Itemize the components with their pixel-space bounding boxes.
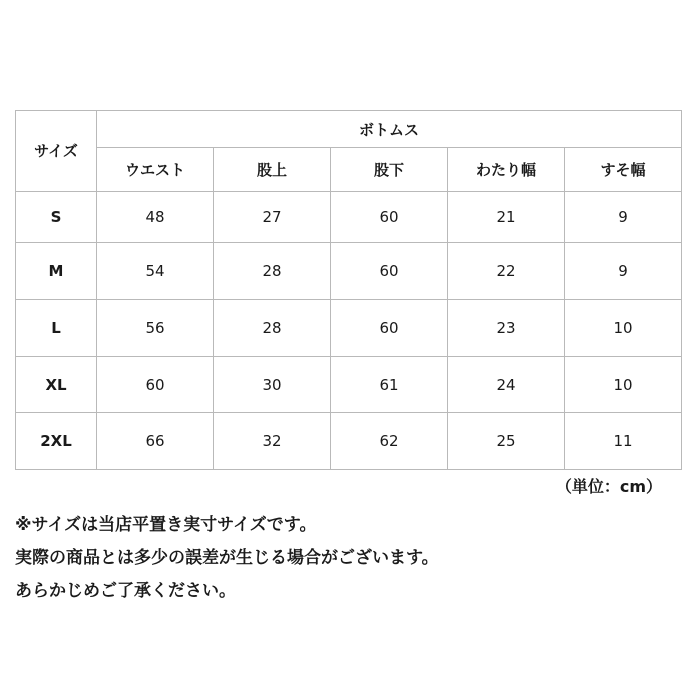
size-label-cell: L [16,300,97,357]
table-cell: 11 [565,413,682,470]
note-line: 実際の商品とは多少の誤差が生じる場合がございます。 [15,548,439,568]
note-line: あらかじめご了承ください。 [15,581,236,601]
disclaimer-notes [15,509,439,608]
table-cell: 56 [97,300,214,357]
table-cell: 28 [214,243,331,300]
table-cell: 48 [97,191,214,243]
table-header-row-columns [16,148,682,191]
table-row [16,243,682,300]
table-cell: 30 [214,356,331,413]
table-cell: 10 [565,356,682,413]
table-cell: 62 [331,413,448,470]
table-cell: 9 [565,191,682,243]
table-cell: 54 [97,243,214,300]
size-chart-table [15,110,682,470]
table-cell: 9 [565,243,682,300]
table-cell: 27 [214,191,331,243]
table-cell: 61 [331,356,448,413]
size-label-cell: M [16,243,97,300]
unit-note: （単位：cm） [555,477,662,496]
size-label-cell: S [16,191,97,243]
table-cell: 25 [448,413,565,470]
table-cell: 66 [97,413,214,470]
table-cell: 60 [97,356,214,413]
table-cell: 32 [214,413,331,470]
table-cell: 23 [448,300,565,357]
column-header-waist: ウエスト [97,148,214,191]
size-label-cell: 2XL [16,413,97,470]
table-cell: 22 [448,243,565,300]
table-row [16,413,682,470]
table-cell: 24 [448,356,565,413]
column-header-rise: 股上 [214,148,331,191]
table-cell: 28 [214,300,331,357]
column-header-inseam: 股下 [331,148,448,191]
note-line: ※サイズは当店平置き実寸サイズです。 [15,515,317,535]
column-header-hem-width: すそ幅 [565,148,682,191]
column-header-thigh-width: わたり幅 [448,148,565,191]
size-header-cell: サイズ [16,111,97,192]
table-row [16,191,682,243]
table-row [16,356,682,413]
table-cell: 21 [448,191,565,243]
table-cell: 60 [331,191,448,243]
table-cell: 60 [331,300,448,357]
table-row [16,300,682,357]
table-cell: 60 [331,243,448,300]
size-label-cell: XL [16,356,97,413]
table-header-row-group [16,111,682,148]
bottoms-group-header: ボトムス [97,111,682,148]
table-cell: 10 [565,300,682,357]
